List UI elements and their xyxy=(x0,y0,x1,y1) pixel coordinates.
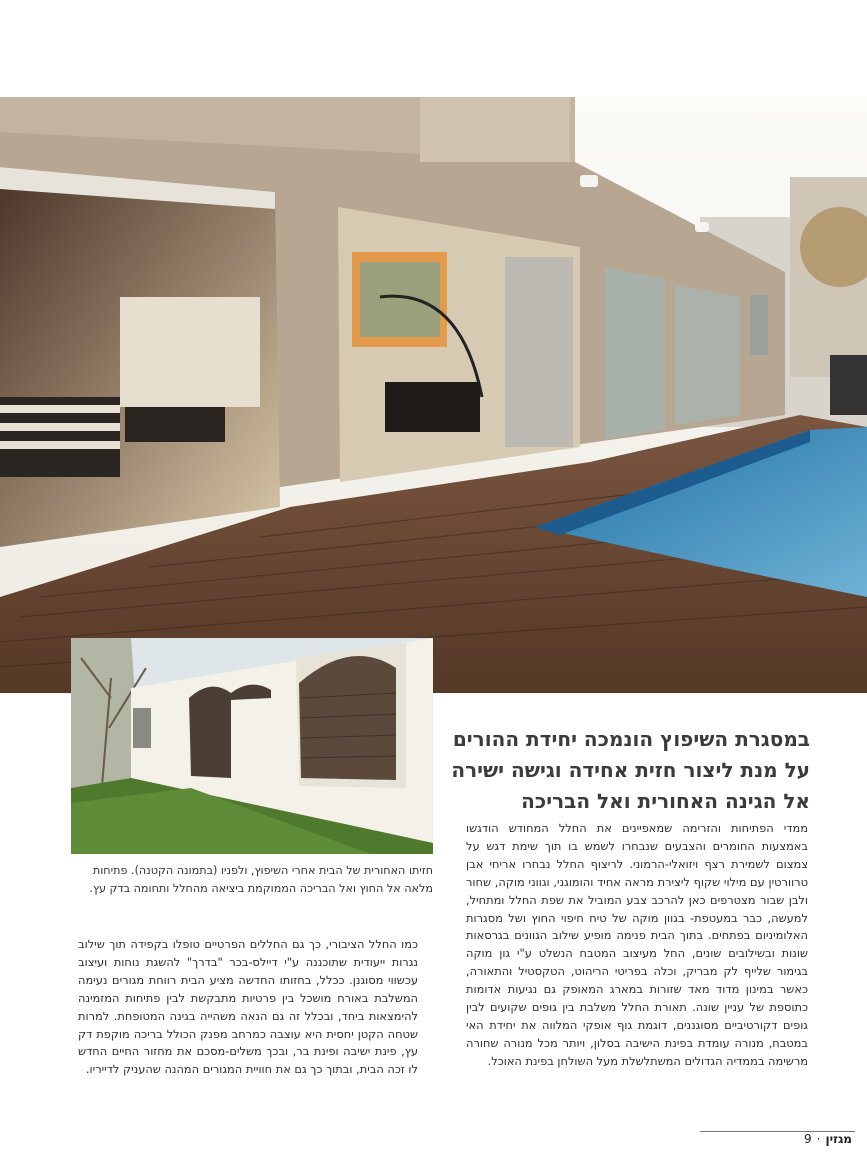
page-number: 9 xyxy=(804,1132,812,1146)
body-text-left-column: כמו החלל הציבורי, כך גם החללים הפרטיים טופלו בקפידה תוך שילוב נגרות ייעודית שתוכננה ע"י דיילס-בכר "בדרך" להשגת נוחות ועיצוב עכשווי מסוגנן. ככלל, בחזותו החדשה מציע הבית רווחת מגורים נעימה המשלבת באורח מושכל בין פרטיות מתבקשת לבין פתיחות המזמינה להימצאות ביחד, ובכלל זה גם הנאה משהייה בגינה המטופחת. למרות שטחה הקטן יחסית היא עוצבה כמרחב מפנק הכולל בריכה מוקפת דק עץ, פינת ישיבה ופינת בר, ובכך משלים-מסכם את מחזור החיים החדש לו זכה הבית, ובתוך כך גם את חוויית המגורים המהנה שהעניק לדייריו. xyxy=(78,937,418,1077)
magazine-name: מגזין xyxy=(825,1132,852,1146)
main-photo-house-pool xyxy=(0,97,867,693)
page-footer xyxy=(722,1132,852,1146)
article-headline: במסגרת השיפוץ הונמכה יחידת ההורים על מנת ליצור חזית אחידה וגישה ישירה אל הגינה האחורית ואל הבריכה xyxy=(451,727,810,813)
before-photo-house xyxy=(71,638,433,854)
body-text-right-column: ממדי הפתיחות והזרימה שמאפיינים את החלל המחודש הודגשו באמצעות החומרים והצבעים שנבחרו לשמש בו תוך שימת דגש על צמצום לשמירת רצף ויזואלי-הרמוני. לריצוף החלל נבחרו אריחי אבן טרוורטין עם מילוי שקוף ליצירת מראה אחיד והומוגני, וגווני מוקה, שחור ולבן שבור מצטרפים כאן להרכב צבע המוביל את שפת החלל ומתחיל, למעשה, כבר במעטפת- בגוון מוקה של טיח חיפוי החוץ ושל מסגרות האלומיניום בפתחים. בתוך הבית פנימה מופיע שילוב הגוונים בגרסאות שונות ובשילובים שונים, החל מעיצוב המטבח הנשלט ע"י גון מוקה בגימור שלייף לק מבריק, וכלה בפריטי הריהוט, הטקסטיל והתאורה, כאשר במינון מדוד מאד שזורות במארג המאופק גם נגיעות אדומות כתוספת של עניין שונה. תאורת החלל משלבת בין גופים שקועים לבין גופים דקורטיביים מסוגננים, דוגמת גוף אופקי המלווה את יחידת האי במטבח, מנורה עומדת בפינת הישיבה בסלון, ויותר מכל מנורה שחורה מרשימה בממדיה הגדולים המשתלשלת מעל השולחן בפינת האוכל. xyxy=(466,821,808,1068)
footer-separator-dot: · xyxy=(816,1132,821,1146)
photo-caption: חזיתו האחורית של הבית אחרי השיפוץ, ולפניו (בתמונה הקטנה). פתיחות מלאה אל החוץ ואל הבריכה הממוקמת ביציאה מהחלל ותחומה בדק עץ. xyxy=(89,864,433,895)
